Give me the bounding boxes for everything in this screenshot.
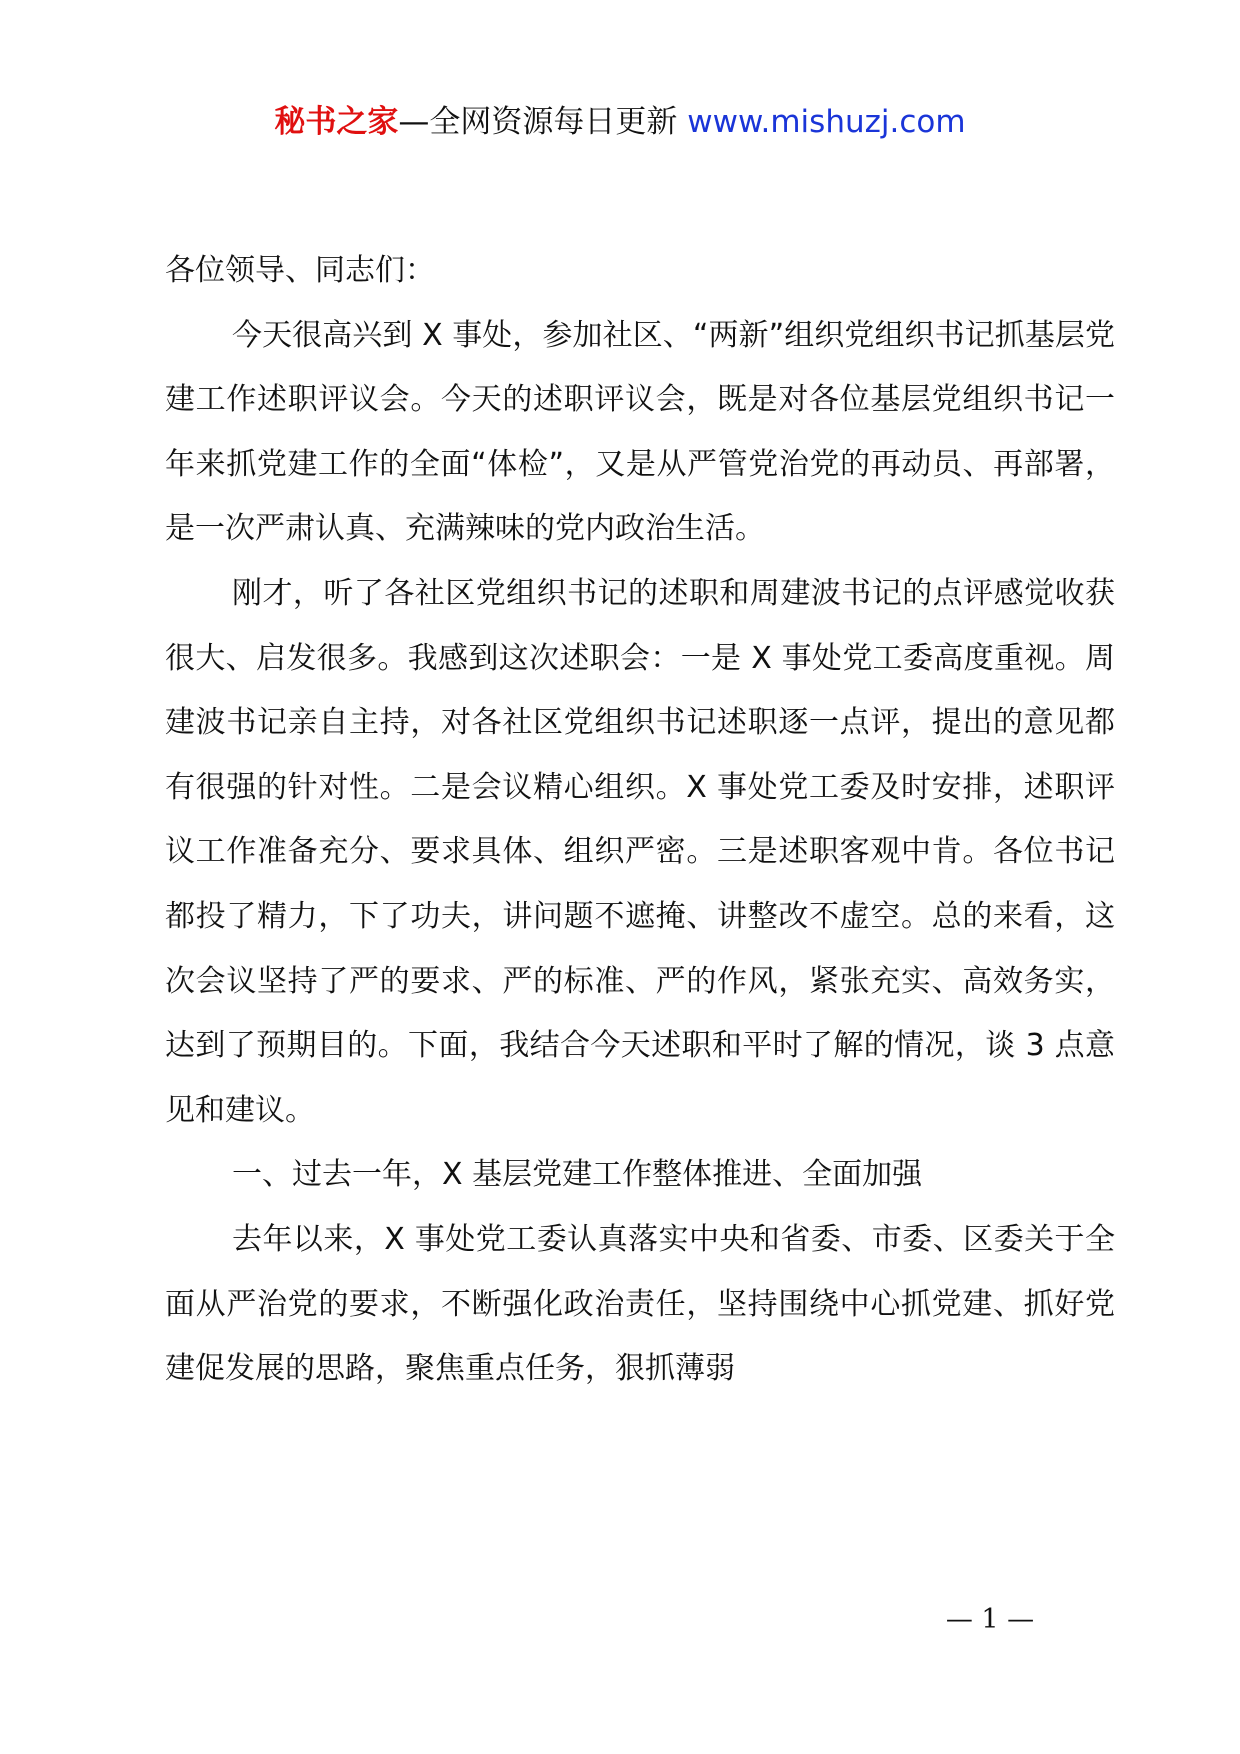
section-heading: 一、过去一年，X 基层党建工作整体推进、全面加强 [232,1157,923,1193]
salutation: 各位领导、同志们： [165,253,435,288]
paragraph: 去年以来，X 事处党工委认真落实中央和省委、市委、区委关于全面从严治党的要求，不断强化政治责任，坚持围绕中心抓党建、抓好党建促发展的思路，聚焦重点任务，狠抓薄弱 [165,1221,1115,1387]
site-url-link[interactable]: www.mishuzj.com [687,104,966,140]
header-tagline: —全网资源每日更新 [398,104,678,140]
paragraph: 今天很高兴到 X 事处，参加社区、“两新”组织党组织书记抓基层党建工作述职评议会。今天的述职评议会，既是对各位基层党组织书记一年来抓党建工作的全面“体检”，又是从严管党治党的再动员、再部署，是一次严肃认真、充满辣味的党内政治生活。 [165,317,1115,547]
brand-name: 秘书之家 [274,104,399,140]
page-number: — 1 — [945,1604,1035,1635]
document-body [165,239,1115,1402]
site-header [0,100,1240,144]
paragraph: 刚才，听了各社区党组织书记的述职和周建波书记的点评感觉收获很大、启发很多。我感到这次述职会：一是 X 事处党工委高度重视。周建波书记亲自主持，对各社区党组织书记述职逐一点评，提出的意见都有很强的针对性。二是会议精心组织。X 事处党工委及时安排，述职评议工作准备充分、要求具体、组织严密。三是述职客观中肯。各位书记都投了精力，下了功夫，讲问题不遮掩、讲整改不虚空。总的来看，这次会议坚持了严的要求、严的标准、严的作风，紧张充实、高效务实，达到了预期目的。下面，我结合今天述职和平时了解的情况，谈 3 点意见和建议。 [165,575,1115,1128]
